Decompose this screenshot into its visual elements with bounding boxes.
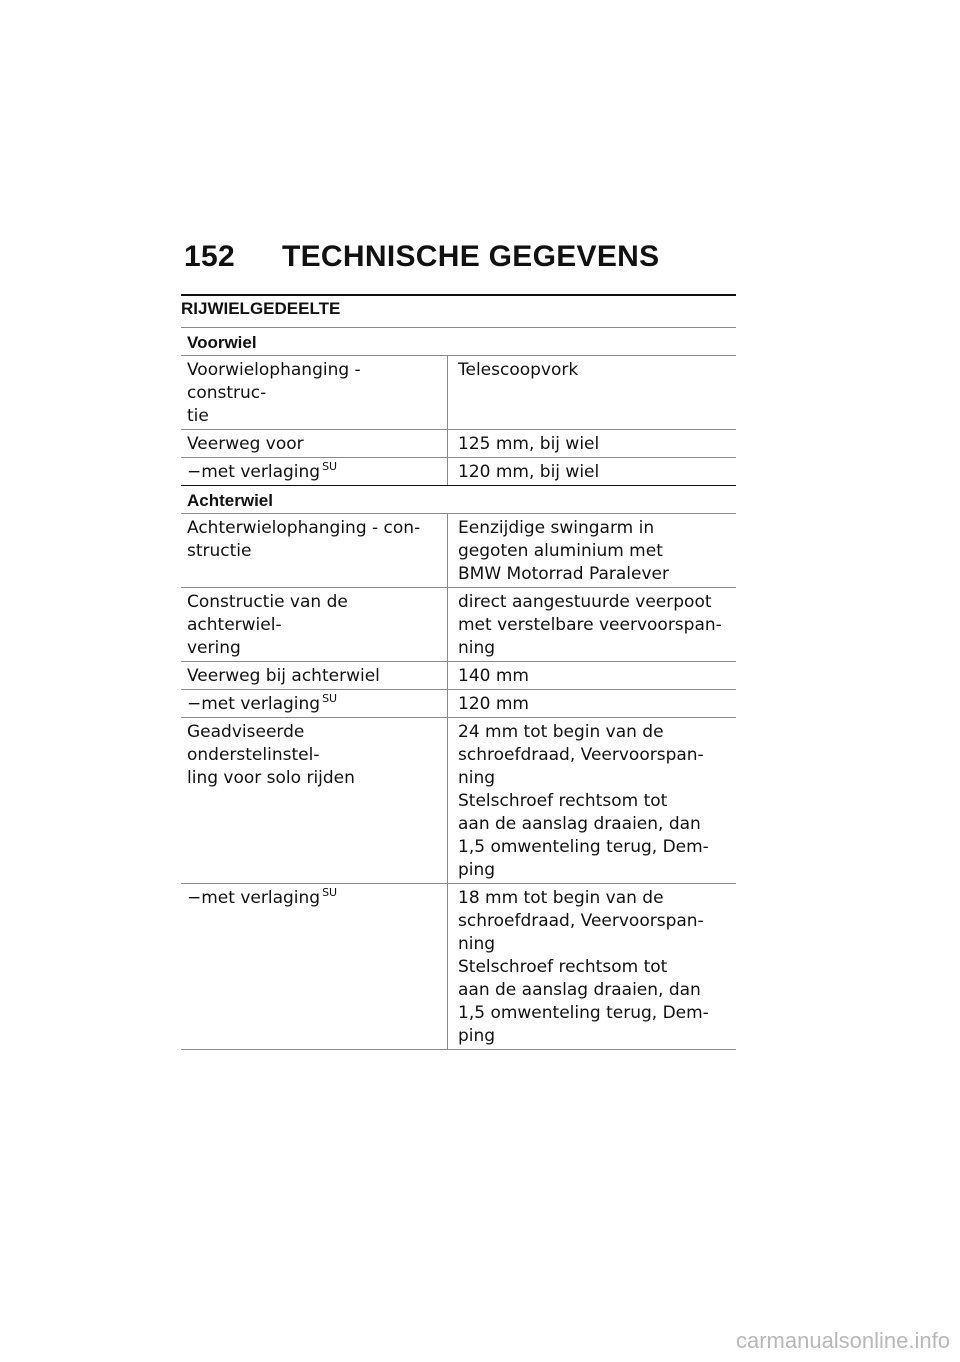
- label-line: structie: [187, 541, 252, 561]
- table-row: [181, 587, 736, 661]
- value-line: 120 mm, bij wiel: [458, 462, 600, 482]
- value-line: ping: [458, 1026, 496, 1046]
- value-line: ning: [458, 768, 496, 788]
- value-line: 18 mm tot begin van de: [458, 888, 664, 908]
- table-row: [181, 661, 736, 689]
- value-line: 140 mm: [458, 666, 529, 686]
- option-marker: SU: [322, 886, 338, 899]
- label-line: tie: [187, 406, 209, 426]
- header-rule: [181, 294, 736, 296]
- label-line: −met verlaging: [187, 888, 321, 908]
- spec-value: [447, 718, 736, 883]
- page-header: [184, 240, 659, 274]
- label-line: Voorwielophanging - construc-: [187, 360, 361, 403]
- spec-label: [181, 884, 447, 1049]
- group-heading: Voorwiel: [187, 333, 257, 352]
- table-row: [181, 457, 736, 485]
- option-marker: SU: [322, 460, 338, 473]
- value-line: Telescoopvork: [458, 360, 579, 380]
- spec-value: [447, 458, 736, 485]
- value-line: Stelschroef rechtsom tot: [458, 957, 668, 977]
- spec-value: [447, 588, 736, 661]
- value-line: BMW Motorrad Paralever: [458, 564, 669, 584]
- label-line: vering: [187, 638, 241, 658]
- group-row-front: [181, 327, 736, 355]
- table-row: [181, 355, 736, 429]
- spec-label: [181, 458, 447, 485]
- label-line: −met verlaging: [187, 462, 321, 482]
- value-line: gegoten aluminium met: [458, 541, 663, 561]
- label-line: Veerweg voor: [187, 434, 304, 454]
- spec-value: [447, 662, 736, 689]
- page-number: 152: [184, 240, 235, 273]
- page-title: TECHNISCHE GEGEVENS: [282, 240, 660, 273]
- value-line: aan de aanslag draaien, dan: [458, 980, 701, 1000]
- value-line: ning: [458, 638, 496, 658]
- spec-value: [447, 690, 736, 717]
- value-line: aan de aanslag draaien, dan: [458, 814, 701, 834]
- spec-label: [181, 514, 447, 587]
- value-line: direct aangestuurde veerpoot: [458, 592, 712, 612]
- table-row: [181, 689, 736, 717]
- label-line: Constructie van de achterwiel-: [187, 592, 348, 635]
- table-row: [181, 513, 736, 587]
- value-line: 1,5 omwenteling terug, Dem-: [458, 837, 709, 857]
- spec-table: [181, 327, 736, 1050]
- value-line: Stelschroef rechtsom tot: [458, 791, 668, 811]
- spec-label: [181, 430, 447, 457]
- value-line: 1,5 omwenteling terug, Dem-: [458, 1003, 709, 1023]
- group-heading: Achterwiel: [187, 491, 273, 510]
- section-title: RIJWIELGEDEELTE: [181, 299, 341, 318]
- label-line: Achterwielophanging - con-: [187, 518, 421, 538]
- spec-value: [447, 430, 736, 457]
- label-line: Geadviseerde onderstelinstel-: [187, 722, 320, 765]
- spec-value: [447, 884, 736, 1049]
- spec-value: [447, 356, 736, 429]
- spec-label: [181, 718, 447, 883]
- spec-value: [447, 514, 736, 587]
- label-line: Veerweg bij achterwiel: [187, 666, 380, 686]
- value-line: ning: [458, 934, 496, 954]
- group-row-rear: [181, 485, 736, 513]
- label-line: ling voor solo rijden: [187, 768, 355, 788]
- spec-label: [181, 356, 447, 429]
- value-line: schroefdraad, Veervoorspan-: [458, 911, 704, 931]
- spec-label: [181, 690, 447, 717]
- value-line: 125 mm, bij wiel: [458, 434, 600, 454]
- value-line: met verstelbare veervoorspan-: [458, 615, 722, 635]
- value-line: 24 mm tot begin van de: [458, 722, 664, 742]
- option-marker: SU: [322, 692, 338, 705]
- value-line: ping: [458, 860, 496, 880]
- table-row: [181, 883, 736, 1050]
- table-row: [181, 717, 736, 883]
- watermark: carmanualsonline.info: [735, 1328, 950, 1353]
- spec-label: [181, 662, 447, 689]
- label-line: −met verlaging: [187, 694, 321, 714]
- table-row: [181, 429, 736, 457]
- spec-label: [181, 588, 447, 661]
- value-line: Eenzijdige swingarm in: [458, 518, 655, 538]
- value-line: schroefdraad, Veervoorspan-: [458, 745, 704, 765]
- value-line: 120 mm: [458, 694, 529, 714]
